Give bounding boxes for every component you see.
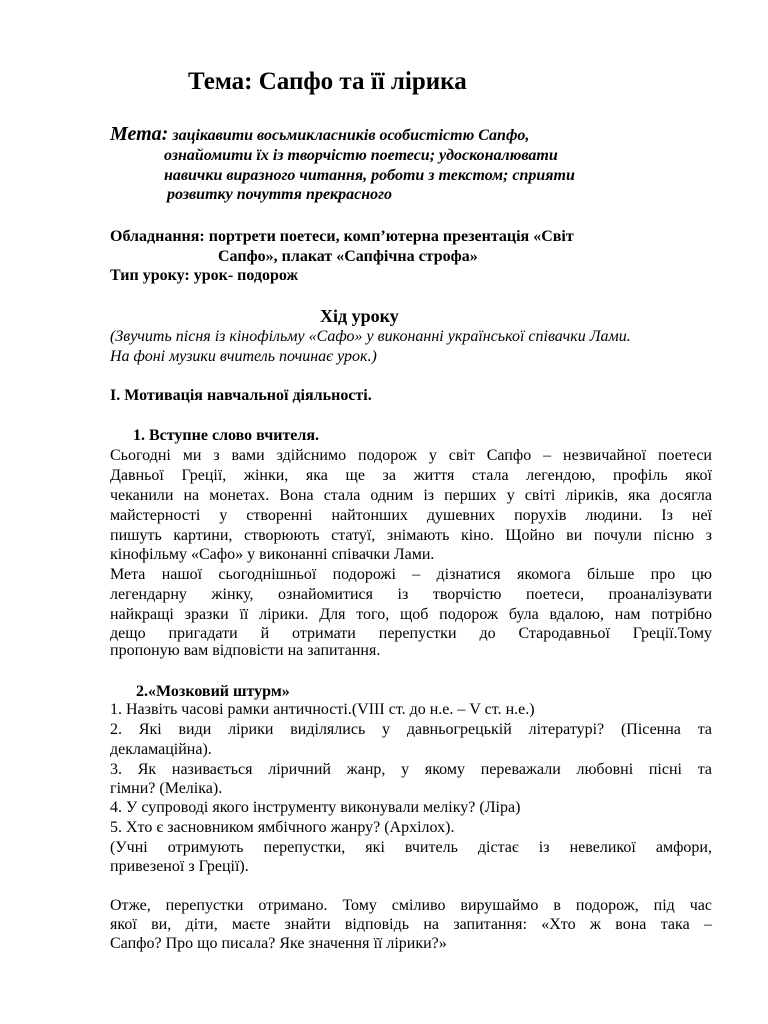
goal-text-3: навички виразного читання, роботи з текстом; сприяти <box>164 167 575 184</box>
para1-line: Сьогодні ми з вами здійснимо подорож у світ Сапфо – незвичайної поетеси <box>110 447 712 464</box>
question-1: 1. Назвіть часові рамки античності.(VІІІ ст. до н.е. – V ст. н.е.) <box>110 701 535 718</box>
para2-line: Мета нашої сьогоднішньої подорожі – дізнатися якомога більше про цю <box>110 566 712 583</box>
intro-note-1: (Звучить пісня із кінофільму «Сафо» у виконанні української співачки Лами. <box>110 328 631 345</box>
goal-text-2: ознайомити їх із творчістю поетеси; удосконалювати <box>164 147 558 164</box>
equipment-line-1 <box>110 227 574 247</box>
intro-note-2: На фоні музики вчитель починає урок.) <box>110 348 377 365</box>
course-heading: Хід уроку <box>320 306 399 326</box>
para1-line: пишуть картини, створюють статуї, знімають кіно. Щойно ви почули пісню з <box>110 527 712 544</box>
question-2-cont: декламаційна). <box>110 741 212 758</box>
para2-line: дещо пригадати й отримати перепустки до Стародавньої Греції.Тому <box>110 625 712 642</box>
para2-line-last: пропоную вам відповісти на запитання. <box>110 642 381 659</box>
question-4: 4. У супроводі якого інструменту виконували меліку? (Ліра) <box>110 799 521 816</box>
equipment-label: Обладнання: <box>110 228 205 245</box>
para2-line: найкращі зразки її лірики. Для того, щоб подорож була вдалою, нам потрібно <box>110 606 712 623</box>
lesson-type: Тип уроку: урок- подорож <box>110 267 299 284</box>
goal-text-1: зацікавити восьмикласників особистістю Сапфо, <box>172 127 530 144</box>
question-3: 3. Як називається ліричний жанр, у якому переважали любовні пісні та <box>110 761 712 778</box>
goal-label: Мета: <box>110 123 169 145</box>
passes-note-cont: привезеної з Греції). <box>110 858 249 875</box>
para3-line: якої ви, діти, маєте знайти відповідь на запитання: «Хто ж вона така – <box>110 916 712 933</box>
para1-line: Давньої Греції, жінки, яка ще за життя стала легендою, профіль якої <box>110 467 712 484</box>
page-title: Тема: Сапфо та її лірика <box>188 68 467 95</box>
question-5: 5. Хто є засновником ямбічного жанру? (Архілох). <box>110 819 455 836</box>
para3-line-last: Сапфо? Про що писала? Яке значення її лірики?» <box>110 935 447 952</box>
para1-line: майстерності у створенні найтонших душевних порухів людини. Із неї <box>110 507 712 524</box>
para3-line: Отже, перепустки отримано. Тому сміливо вирушаймо в подорож, під час <box>110 897 712 914</box>
question-3-cont: гімни? (Меліка). <box>110 780 223 797</box>
section-heading-1: І. Мотивація навчальної діяльності. <box>110 387 372 404</box>
goal-text-4: розвитку почуття прекрасного <box>167 186 393 203</box>
equipment-text-2: Сапфо», плакат «Сапфічна строфа» <box>218 248 478 265</box>
para1-line: чеканили на монетах. Вона стала одним із перших у світі ліриків, яка досягла <box>110 487 712 504</box>
equipment-text-1: портрети поетеси, комп’ютерна презентація «Світ <box>208 228 574 245</box>
para1-line-last: кінофільму «Сафо» у виконанні співачки Лами. <box>110 546 435 563</box>
subheading-brainstorm: 2.«Мозковий штурм» <box>136 683 290 700</box>
subheading-intro-word: 1. Вступне слово вчителя. <box>133 427 320 444</box>
question-2: 2. Які види лірики виділялись у давньогрецькій літературі? (Пісенна та <box>110 721 712 738</box>
passes-note: (Учні отримують перепустки, які вчитель дістає із невеликої амфори, <box>110 839 712 856</box>
para2-line: легендарну жінку, ознайомитися із творчістю поетеси, проаналізувати <box>110 586 712 603</box>
goal-line-1 <box>110 124 529 146</box>
